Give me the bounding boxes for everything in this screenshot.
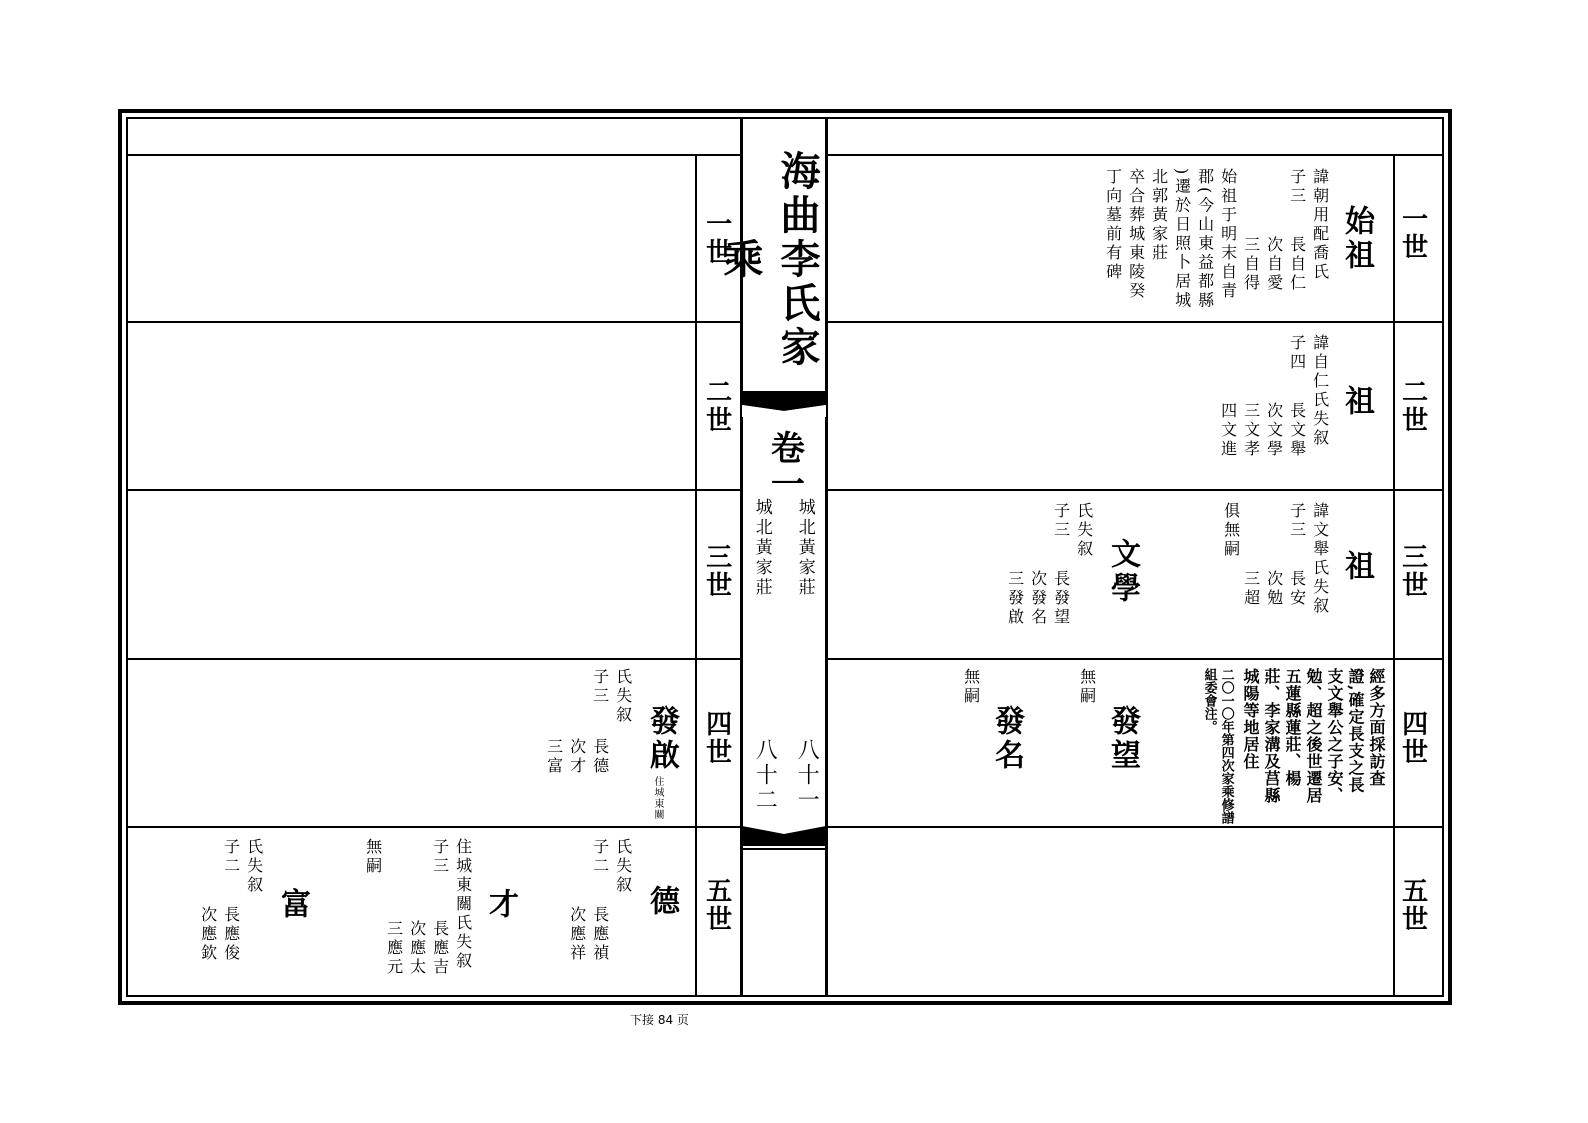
person-detail: 三發啟	[1005, 570, 1025, 627]
person-name: 發名	[989, 705, 1024, 773]
spine-fishtail-top	[742, 391, 826, 417]
person-detail: 諱朝用配喬氏	[1310, 168, 1330, 282]
row-line	[826, 154, 1442, 156]
person-detail: 三自得	[1241, 236, 1261, 293]
editor-note: 勉、超之後世遷居	[1304, 668, 1323, 804]
row-line	[128, 658, 740, 660]
editor-note: 支文舉公之子安、	[1325, 668, 1344, 804]
person-detail: 子三	[430, 838, 450, 876]
row-line	[826, 826, 1442, 828]
person-detail: 子二	[590, 838, 610, 876]
person-detail: 長應吉	[430, 920, 450, 977]
person-note: 俱無嗣	[1221, 502, 1241, 559]
person-detail: 子三	[590, 668, 610, 706]
person-detail: 氏失叙	[613, 838, 633, 895]
spine-location-left: 城北黃家莊	[751, 498, 772, 598]
person-detail: 氏失叙	[1074, 502, 1094, 559]
row-line	[826, 321, 1442, 323]
page-number-left: 八十二	[752, 738, 778, 813]
person-bio: 卒合葬城東陵癸	[1126, 168, 1146, 301]
person-name: 發望	[1105, 705, 1140, 773]
person-detail: 長發望	[1051, 570, 1071, 627]
person-name: 祖	[1339, 550, 1374, 584]
person-detail: 次發名	[1028, 570, 1048, 627]
residence-note: 住城東關	[652, 776, 663, 820]
editor-note-signature: 組委會注。	[1201, 668, 1217, 733]
person-detail: 長安	[1287, 570, 1307, 608]
generation-label: 三世	[701, 543, 732, 599]
generation-label: 四世	[701, 710, 732, 766]
person-detail: 長應俊	[221, 906, 241, 963]
person-name: 文學	[1105, 538, 1140, 606]
row-line	[128, 321, 740, 323]
editor-note-signature: 二〇一〇年第四次家乘修譜	[1218, 668, 1234, 824]
person-detail: 三富	[544, 738, 564, 776]
person-detail: 長應禎	[590, 906, 610, 963]
person-name: 富	[275, 888, 310, 922]
person-detail: 子二	[221, 838, 241, 876]
person-detail: 三文孝	[1241, 402, 1261, 459]
person-detail: 次應祥	[567, 906, 587, 963]
person-bio: )遷於日照卜居城	[1172, 168, 1192, 311]
generation-label: 五世	[701, 877, 732, 933]
generation-label: 一世	[1397, 205, 1428, 261]
person-detail: 住城東關氏失叙	[453, 838, 473, 971]
gen-column-line	[695, 155, 697, 995]
generation-label: 三世	[1397, 543, 1428, 599]
row-line	[826, 658, 1442, 660]
person-detail: 氏失叙	[613, 668, 633, 725]
person-bio: 郡(今山東益都縣	[1195, 168, 1215, 311]
book-title: 海曲李氏家乘	[717, 150, 821, 370]
generation-label: 二世	[1397, 378, 1428, 434]
row-line	[128, 826, 740, 828]
person-detail: 次應欽	[198, 906, 218, 963]
spine-fishtail-bottom	[742, 826, 826, 852]
person-detail: 子三	[1287, 168, 1307, 206]
person-detail: 三應元	[384, 920, 404, 977]
person-bio: 始祖于明末自青	[1218, 168, 1238, 301]
person-name: 祖	[1339, 385, 1374, 419]
person-detail: 三超	[1241, 570, 1261, 608]
page-number-right: 八十一	[794, 738, 820, 813]
person-detail: 諱自仁氏失叙	[1310, 334, 1330, 448]
person-name: 德	[644, 885, 679, 919]
person-bio: 北郭黃家莊	[1149, 168, 1169, 263]
generation-label: 二世	[701, 378, 732, 434]
person-detail: 次文學	[1264, 402, 1284, 459]
editor-note: 五蓮縣蓮莊、楊	[1283, 668, 1302, 787]
person-note: 無嗣	[961, 668, 981, 706]
person-detail: 次勉	[1264, 570, 1284, 608]
row-line	[826, 489, 1442, 491]
person-detail: 長德	[590, 738, 610, 776]
person-note: 無嗣	[363, 838, 383, 876]
row-line	[128, 154, 740, 156]
person-detail: 子四	[1287, 334, 1307, 372]
person-detail: 諱文舉氏失叙	[1310, 502, 1330, 616]
editor-note: 經多方面採訪查	[1367, 668, 1386, 787]
person-detail: 子三	[1051, 502, 1071, 540]
person-name: 發啟	[644, 705, 679, 773]
generation-label: 一世	[701, 210, 732, 266]
editor-note: 城陽等地居住	[1241, 668, 1260, 770]
person-detail: 次自愛	[1264, 236, 1284, 293]
person-detail: 氏失叙	[244, 838, 264, 895]
person-name: 始祖	[1339, 205, 1374, 273]
volume-label: 卷一	[764, 430, 805, 502]
editor-note: 莊、李家溝及莒縣	[1262, 668, 1281, 804]
gen-column-line	[1393, 155, 1395, 995]
editor-note: 證,確定長支之長	[1346, 668, 1365, 794]
generation-label: 五世	[1397, 877, 1428, 933]
person-detail: 長文舉	[1287, 402, 1307, 459]
person-detail: 四文進	[1218, 402, 1238, 459]
person-bio: 丁向墓前有碑	[1103, 168, 1123, 282]
spine-location-right: 城北黃家莊	[794, 498, 815, 598]
person-detail: 次才	[567, 738, 587, 776]
person-detail: 長自仁	[1287, 236, 1307, 293]
person-name: 才	[483, 888, 518, 922]
generation-label: 四世	[1397, 710, 1428, 766]
person-detail: 子三	[1287, 502, 1307, 540]
person-note: 無嗣	[1077, 668, 1097, 706]
person-detail: 次應太	[407, 920, 427, 977]
continuation-note: 下接 84 页	[630, 1013, 689, 1027]
row-line	[128, 489, 740, 491]
